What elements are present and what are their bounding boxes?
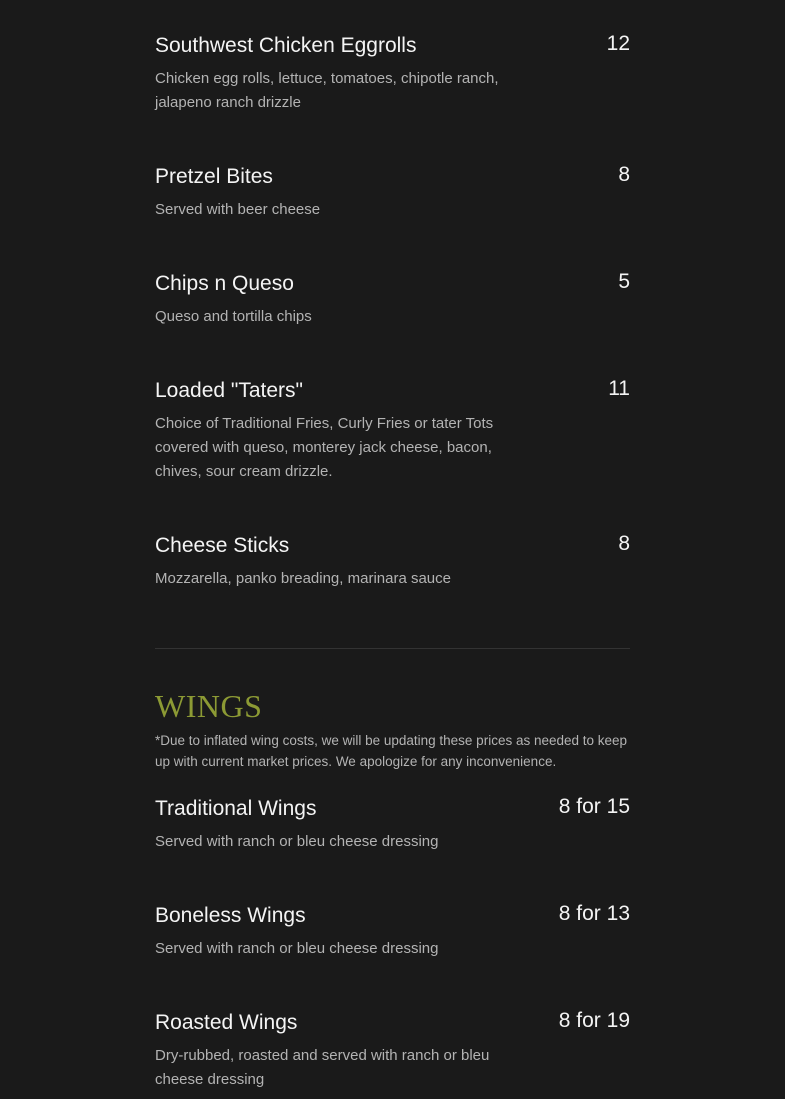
item-name: Boneless Wings (155, 904, 306, 927)
menu-item (155, 796, 630, 854)
menu-item (155, 33, 630, 115)
item-price: 12 (606, 32, 630, 55)
item-price: 8 for 13 (558, 902, 630, 925)
item-price: 11 (608, 377, 630, 400)
item-description: Mozzarella, panko breading, marinara sauce (155, 570, 451, 587)
menu-item (155, 533, 630, 591)
item-description: Served with beer cheese (155, 201, 321, 218)
item-name: Southwest Chicken Eggrolls (155, 34, 417, 57)
item-name: Cheese Sticks (155, 534, 290, 557)
section-divider (155, 648, 630, 649)
item-name: Roasted Wings (155, 1011, 298, 1034)
menu-item (155, 378, 630, 484)
menu-item (155, 164, 630, 222)
section-title: WINGS (155, 688, 263, 724)
item-name: Traditional Wings (155, 797, 317, 820)
menu-item (155, 903, 630, 961)
item-description: Served with ranch or bleu cheese dressing (155, 940, 439, 957)
menu-item (155, 271, 630, 329)
item-description: Served with ranch or bleu cheese dressing (155, 833, 439, 850)
item-price: 5 (618, 270, 630, 293)
item-description: Dry-rubbed, roasted and served with ranch or bleu cheese dressing (155, 1047, 490, 1088)
item-description: Choice of Traditional Fries, Curly Fries or tater Tots covered with queso, monterey jack cheese, bacon, chives, sour cream drizzle. (155, 415, 494, 480)
item-price: 8 (618, 163, 630, 186)
item-description: Queso and tortilla chips (155, 308, 312, 325)
section-note: *Due to inflated wing costs, we will be updating these prices as needed to keep up with current market prices. We apologize for any inconvenience. (155, 733, 628, 769)
item-description: Chicken egg rolls, lettuce, tomatoes, chipotle ranch, jalapeno ranch drizzle (155, 70, 499, 111)
item-name: Chips n Queso (155, 272, 294, 295)
item-price: 8 (618, 532, 630, 555)
item-price: 8 for 19 (558, 1009, 630, 1032)
menu-item (155, 1010, 630, 1092)
item-name: Pretzel Bites (155, 165, 273, 188)
item-name: Loaded "Taters" (155, 379, 304, 402)
item-price: 8 for 15 (558, 795, 630, 818)
